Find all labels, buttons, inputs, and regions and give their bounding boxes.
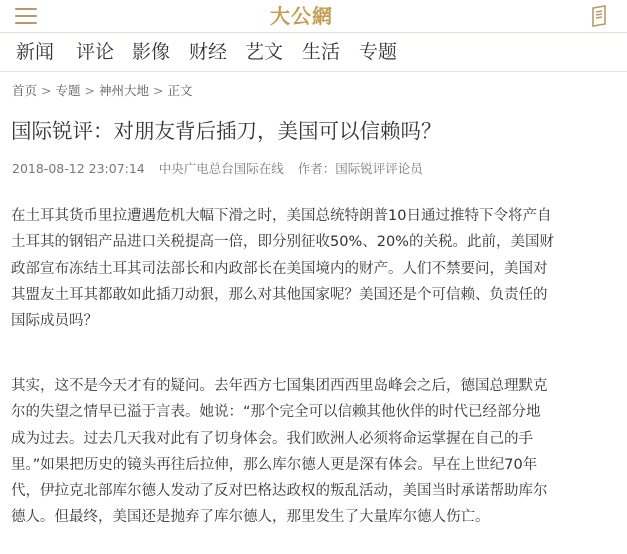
article-title: 国际锐评：对朋友背后插刀，美国可以信赖吗？ — [11, 119, 442, 143]
nav-item-topics[interactable]: 专题 — [359, 41, 398, 63]
paragraph-line: 成为过去。过去几天我对此有了切身体会。我们欧洲人必须将命运掌握在自己的手 — [11, 430, 533, 447]
nav-item-news[interactable]: 新闻 — [16, 41, 55, 63]
paragraph-line: 代，伊拉克北部库尔德人发动了反对巴格达政权的叛乱活动，美国当时承诺帮助库尔 — [11, 483, 548, 500]
nav-item-arts[interactable]: 艺文 — [245, 41, 284, 63]
paragraph-line: 里。”如果把历史的镜头再往后拉伸，那么库尔德人更是深有体会。早在上世纪70年 — [11, 456, 538, 473]
paragraph-line: 国际成员吗？ — [11, 313, 98, 330]
breadcrumb-separator: > — [153, 83, 164, 98]
paragraph-line: 德人。但最终，美国还是抛弃了库尔德人，那里发生了大量库尔德人伤亡。 — [11, 509, 490, 526]
article-paragraph-2 — [11, 373, 617, 531]
article-meta — [12, 160, 433, 178]
site-logo[interactable]: 大公網 — [270, 4, 333, 28]
breadcrumb — [12, 82, 193, 100]
reader-icon[interactable] — [589, 5, 609, 27]
breadcrumb-separator: > — [84, 83, 95, 98]
breadcrumb-shenzhou[interactable]: 神州大地 — [99, 83, 150, 98]
paragraph-line: 在土耳其货币里拉遭遇危机大幅下滑之时，美国总统特朗普10日通过推特下令将产自 — [11, 208, 552, 224]
top-bar — [0, 0, 627, 33]
nav-item-finance[interactable]: 财经 — [189, 41, 228, 63]
breadcrumb-separator: > — [41, 83, 52, 98]
article-author: 作者：国际锐评评论员 — [297, 161, 423, 176]
nav-item-images[interactable]: 影像 — [132, 41, 171, 63]
paragraph-line: 其盟友土耳其都敢如此插刀动狠，那么对其他国家呢？美国还是个可信赖、负责任的 — [11, 286, 548, 303]
nav-item-life[interactable]: 生活 — [302, 41, 341, 63]
paragraph-line: 政部宣布冻结土耳其司法部长和内政部长在美国境内的财产。人们不禁要问，美国对 — [11, 260, 548, 277]
hamburger-menu-icon[interactable] — [15, 7, 37, 25]
breadcrumb-home[interactable]: 首页 — [12, 83, 38, 98]
breadcrumb-topics[interactable]: 专题 — [55, 83, 81, 98]
paragraph-line: 土耳其的钢铝产品进口关税提高一倍，即分别征收50%、20%的关税。此前，美国财 — [11, 234, 554, 251]
breadcrumb-current: 正文 — [167, 83, 193, 98]
nav-item-commentary[interactable]: 评论 — [76, 41, 115, 63]
article-paragraph-1 — [11, 203, 617, 334]
paragraph-line: 尔的失望之情早已溢于言表。她说：“那个完全可以信赖其他伙伴的时代已经部分地 — [11, 404, 541, 421]
category-nav — [0, 33, 627, 72]
article-source: 中央广电总台国际在线 — [158, 161, 284, 176]
publish-date: 2018-08-12 23:07:14 — [12, 161, 145, 176]
paragraph-line: 其实，这不是今天才有的疑问。去年西方七国集团西西里岛峰会之后，德国总理默克 — [11, 378, 548, 394]
